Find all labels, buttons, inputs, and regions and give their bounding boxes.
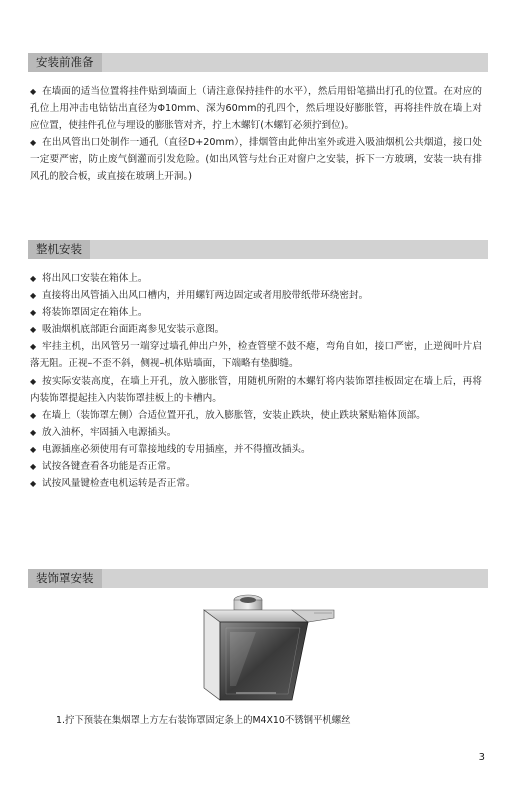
paragraph: ◆ 吸油烟机底部距台面距离参见安装示意图。 — [30, 321, 482, 338]
paragraph: ◆ 放入油杯，牢固插入电源插头。 — [30, 424, 482, 441]
diamond-bullet-icon: ◆ — [30, 376, 37, 386]
paragraph: ◆ 将出风口安装在箱体上。 — [30, 270, 482, 287]
section-header-preparation — [28, 53, 488, 72]
section-title-installation: 整机安装 — [28, 240, 90, 259]
paragraph: ◆ 试按风量键检查电机运转是否正常。 — [30, 475, 482, 492]
diamond-bullet-icon: ◆ — [30, 444, 37, 454]
paragraph: ◆ 试按各键查看各功能是否正常。 — [30, 458, 482, 475]
diamond-bullet-icon: ◆ — [30, 308, 37, 318]
section-header-installation — [28, 240, 488, 259]
hood-side-panel — [204, 610, 220, 700]
diamond-bullet-icon: ◆ — [30, 410, 37, 420]
range-hood-illustration — [196, 586, 336, 704]
hood-top — [204, 610, 308, 622]
diamond-bullet-icon: ◆ — [30, 87, 37, 96]
diamond-bullet-icon: ◆ — [30, 138, 37, 148]
paragraph: ◆ 将装饰罩固定在箱体上。 — [30, 304, 482, 321]
section-title-preparation: 安装前准备 — [28, 53, 102, 72]
diamond-bullet-icon: ◆ — [30, 479, 37, 489]
section-title-cover: 装饰罩安装 — [28, 569, 102, 588]
diamond-bullet-icon: ◆ — [30, 291, 37, 301]
diamond-bullet-icon: ◆ — [30, 342, 37, 352]
figure-caption: 1.拧下预装在集烟罩上方左右装饰罩固定条上的M4X10不锈钢平机螺丝 — [56, 715, 351, 726]
diamond-bullet-icon: ◆ — [30, 427, 37, 437]
paragraph: ◆ 在出风管出口处制作一通孔（直径D+20mm），排烟管由此伸出室外或进入吸油烟机公共烟道，接口处一定要严密，防止废气倒灌而引发危险。(如出风管与灶台正对窗户之安装，拆下一方玻璃，安装一块有排风孔的胶合板，或直接在玻璃上开洞。) — [30, 134, 482, 185]
paragraph: ◆ 在墙面的适当位置将挂件贴到墙面上（请注意保持挂件的水平），然后用铅笔描出打孔的位置。在对应的孔位上用冲击电钻钻出直径为Φ10mm、深为60mm的孔四个，然后埋设好膨胀管，再将挂件放在墙上对应位置，使挂件孔位与埋设的膨胀管对齐，拧上木螺钉(木螺钉必须拧到位)。 — [30, 83, 482, 134]
duct-opening — [240, 597, 256, 603]
installation-content — [30, 270, 482, 492]
diamond-bullet-icon: ◆ — [30, 325, 37, 335]
diamond-bullet-icon: ◆ — [30, 274, 37, 283]
paragraph: ◆ 牢挂主机，出风管另一端穿过墙孔伸出户外，检查管壁不鼓不瘪，弯角自如，接口严密，止逆阀叶片启落无阻。正视–不歪不斜，侧视–机体贴墙面，下端略有垫脚缝。 — [30, 338, 482, 372]
diamond-bullet-icon: ◆ — [30, 462, 37, 472]
preparation-content — [30, 83, 482, 186]
paragraph: ◆ 按实际安装高度，在墙上开孔，放入膨胀管，用随机所附的木螺钉将内装饰罩挂板固定在墙上后，再将内装饰罩提起挂入内装饰罩挂板上的卡槽内。 — [30, 373, 482, 407]
control-strip — [236, 692, 276, 694]
paragraph: ◆ 直接将出风管插入出风口槽内，并用螺钉两边固定或者用胶带纸带环绕密封。 — [30, 287, 482, 304]
page-number: 3 — [478, 752, 485, 763]
paragraph: ◆ 电源插座必须使用有可靠接地线的专用插座，并不得擅改插头。 — [30, 441, 482, 458]
paragraph: ◆ 在墙上（装饰罩左侧）合适位置开孔，放入膨胀管，安装止跌块，使止跌块紧贴箱体顶部。 — [30, 407, 482, 424]
